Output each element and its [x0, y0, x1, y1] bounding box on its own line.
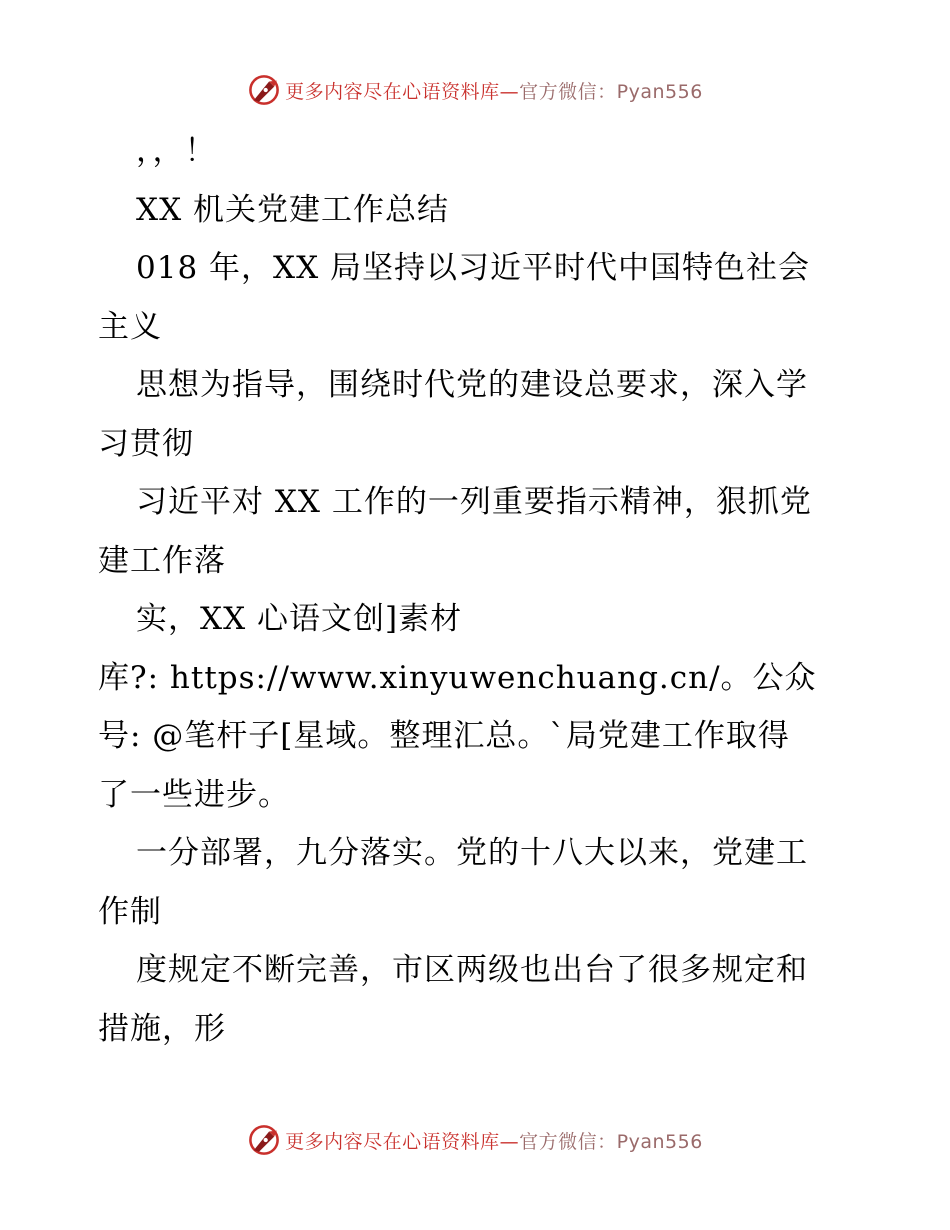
body-line: 建工作落: [98, 542, 226, 579]
body-line: 作制: [98, 893, 162, 930]
body-line-url: 库?: https://www.xinyuwenchuang.cn/。公众: [98, 659, 817, 696]
footer-banner-text: [285, 1127, 703, 1154]
footer-separator: —: [499, 1130, 520, 1153]
body-line: ，，！: [136, 133, 217, 169]
body-line: 号: @笔杆子[星域。整理汇总。`局党建工作取得: [98, 718, 790, 754]
footer-brand: 更多内容尽在心语资料库: [285, 1130, 500, 1153]
body-line: 习近平对 XX 工作的一列重要指示精神，狠抓党: [136, 484, 812, 520]
header-banner-text: [285, 77, 703, 104]
body-line: 习贯彻: [98, 425, 194, 462]
header-separator: —: [499, 80, 520, 103]
header-banner: [0, 70, 950, 110]
footer-banner: [0, 1120, 950, 1160]
pen-nib-logo-icon: [247, 1123, 281, 1157]
header-wechat: 官方微信：Pyan556: [519, 80, 703, 103]
header-banner-inner: [247, 73, 703, 107]
pen-nib-logo-icon: [247, 73, 281, 107]
footer-wechat: 官方微信：Pyan556: [519, 1130, 703, 1153]
footer-banner-inner: [247, 1123, 703, 1157]
body-line: 度规定不断完善，市区两级也出台了很多规定和: [136, 952, 808, 988]
document-title: XX 机关党建工作总结: [136, 191, 449, 228]
body-line: 主义: [98, 308, 162, 345]
document-body: [98, 122, 858, 1058]
header-brand: 更多内容尽在心语资料库: [285, 80, 500, 103]
body-line: 实，XX 心语文创]素材: [136, 601, 463, 637]
body-line: 措施，形: [98, 1010, 226, 1047]
body-line: 思想为指导，围绕时代党的建设总要求，深入学: [136, 367, 808, 403]
body-line: 018 年，XX 局坚持以习近平时代中国特色社会: [136, 250, 811, 286]
body-line: 一分部署，九分落实。党的十八大以来，党建工: [136, 835, 808, 871]
body-line: 了一些进步。: [98, 776, 290, 813]
